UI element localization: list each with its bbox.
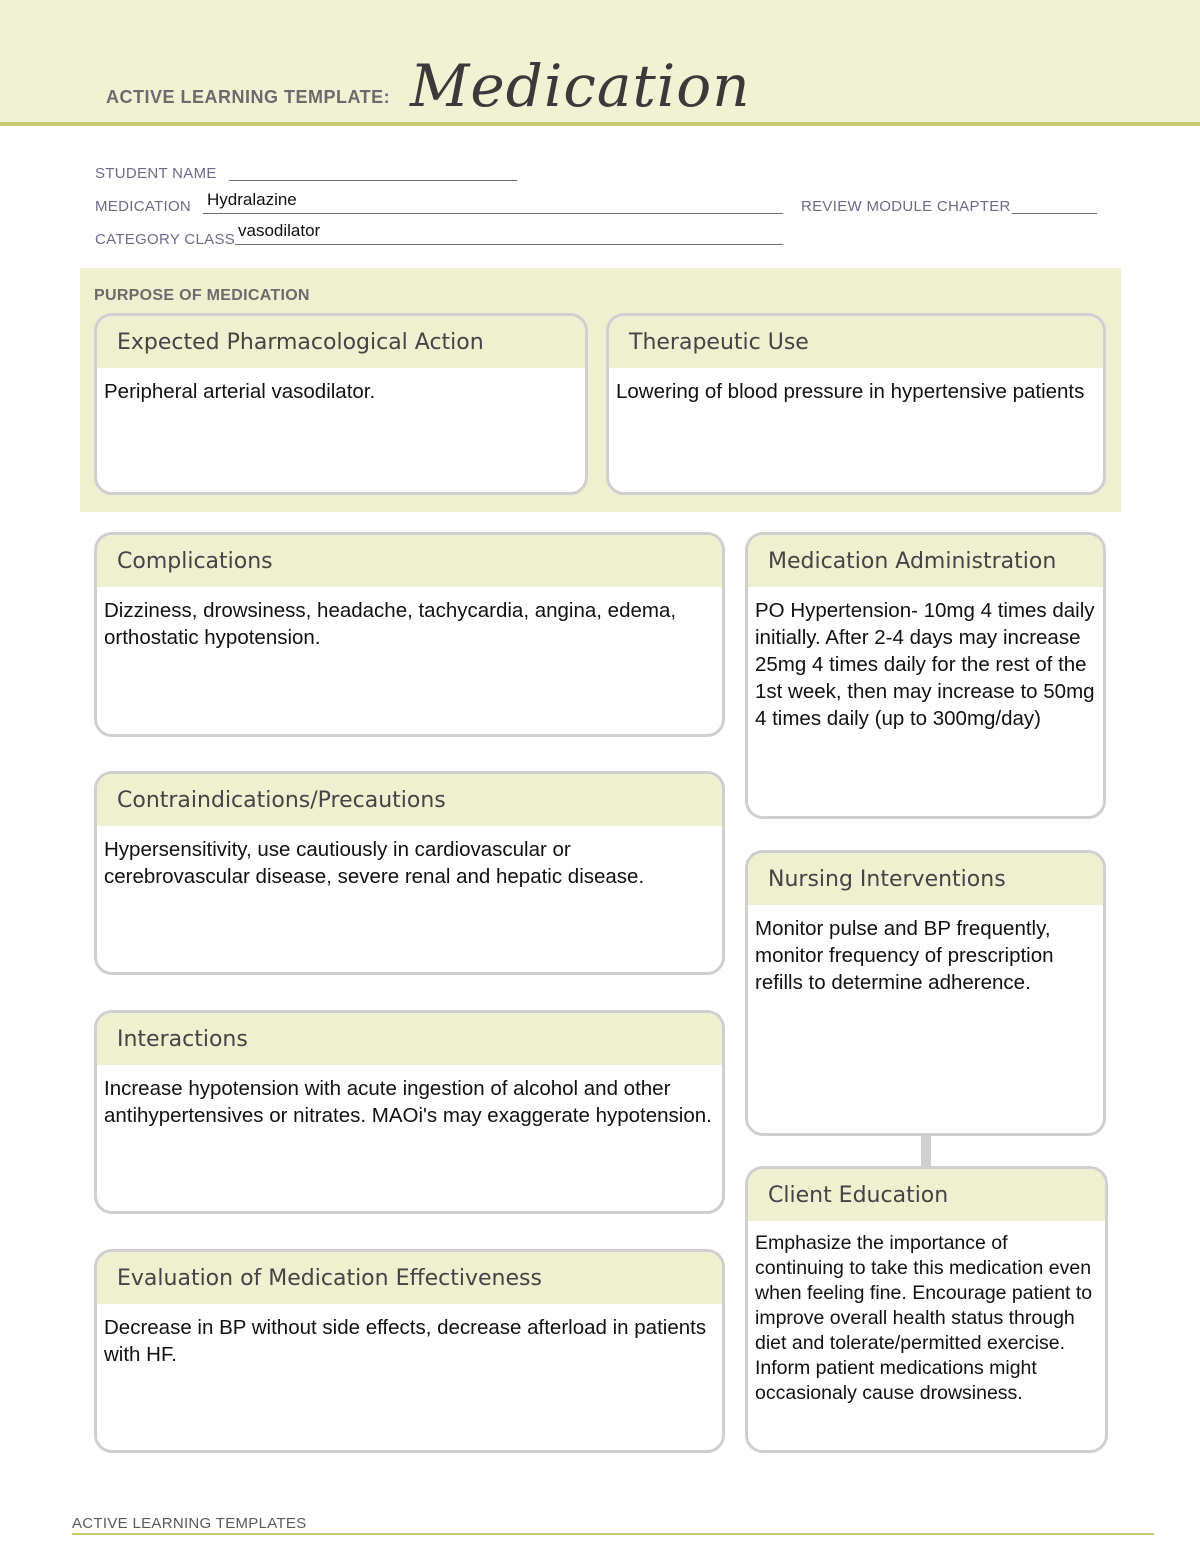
review-module-line [1012,213,1097,214]
student-name-label: STUDENT NAME [95,165,217,182]
review-module-label: REVIEW MODULE CHAPTER [801,198,1011,215]
nursing-interventions-card [745,850,1106,1136]
page-title: Medication [410,52,751,120]
connector-bar [921,1134,931,1166]
administration-text[interactable]: PO Hypertension- 10mg 4 times daily initially. After 2-4 days may increase 25mg 4 times daily for the rest of the 1st week, then may increase to 50mg 4 times daily (up to 300mg/day) [755,599,1095,730]
client-education-heading: Client Education [748,1169,1105,1221]
interactions-card [94,1010,725,1214]
template-label: ACTIVE LEARNING TEMPLATE: [106,87,391,107]
contraindications-text[interactable]: Hypersensitivity, use cautiously in cardiovascular or cerebrovascular disease, severe renal and hepatic disease. [104,838,645,888]
medication-field[interactable]: Hydralazine [207,190,297,209]
evaluation-heading: Evaluation of Medication Effectiveness [97,1252,722,1304]
evaluation-text[interactable]: Decrease in BP without side effects, decrease afterload in patients with HF. [104,1316,707,1366]
student-name-line [229,180,517,181]
evaluation-card [94,1249,725,1453]
expected-action-card [94,313,588,495]
administration-card [745,532,1106,819]
medication-label: MEDICATION [95,198,192,215]
contraindications-card [94,771,725,975]
medication-line [203,213,783,214]
interactions-text[interactable]: Increase hypotension with acute ingestion of alcohol and other antihypertensives or nitrates. MAOi's may exaggerate hypotension. [104,1077,712,1127]
footer-rule [72,1533,1154,1535]
therapeutic-use-card [606,313,1106,495]
purpose-title: PURPOSE OF MEDICATION [94,287,310,304]
complications-heading: Complications [97,535,722,587]
administration-heading: Medication Administration [748,535,1103,587]
footer-text: ACTIVE LEARNING TEMPLATES [72,1515,307,1532]
nursing-interventions-heading: Nursing Interventions [748,853,1103,905]
client-education-card [745,1166,1108,1453]
category-class-label: CATEGORY CLASS [95,231,236,248]
interactions-heading: Interactions [97,1013,722,1065]
complications-card [94,532,725,737]
category-class-field[interactable]: vasodilator [238,221,321,240]
nursing-interventions-text[interactable]: Monitor pulse and BP frequently, monitor frequency of prescription refills to determine adherence. [755,917,1054,994]
expected-action-text[interactable]: Peripheral arterial vasodilator. [104,380,376,403]
complications-text[interactable]: Dizziness, drowsiness, headache, tachycardia, angina, edema, orthostatic hypotension. [104,599,677,649]
contraindications-heading: Contraindications/Precautions [97,774,722,826]
therapeutic-use-text[interactable]: Lowering of blood pressure in hypertensive patients [616,380,1085,403]
therapeutic-use-heading: Therapeutic Use [609,316,1103,368]
header-rule [0,122,1200,126]
client-education-text[interactable]: Emphasize the importance of continuing to take this medication even when feeling fine. Encourage patient to improve overall health status through diet and tolerate/permitted exercise. Inform patient medications might occasionaly cause drowsiness. [755,1232,1093,1404]
category-class-line [235,244,783,245]
expected-action-heading: Expected Pharmacological Action [97,316,585,368]
